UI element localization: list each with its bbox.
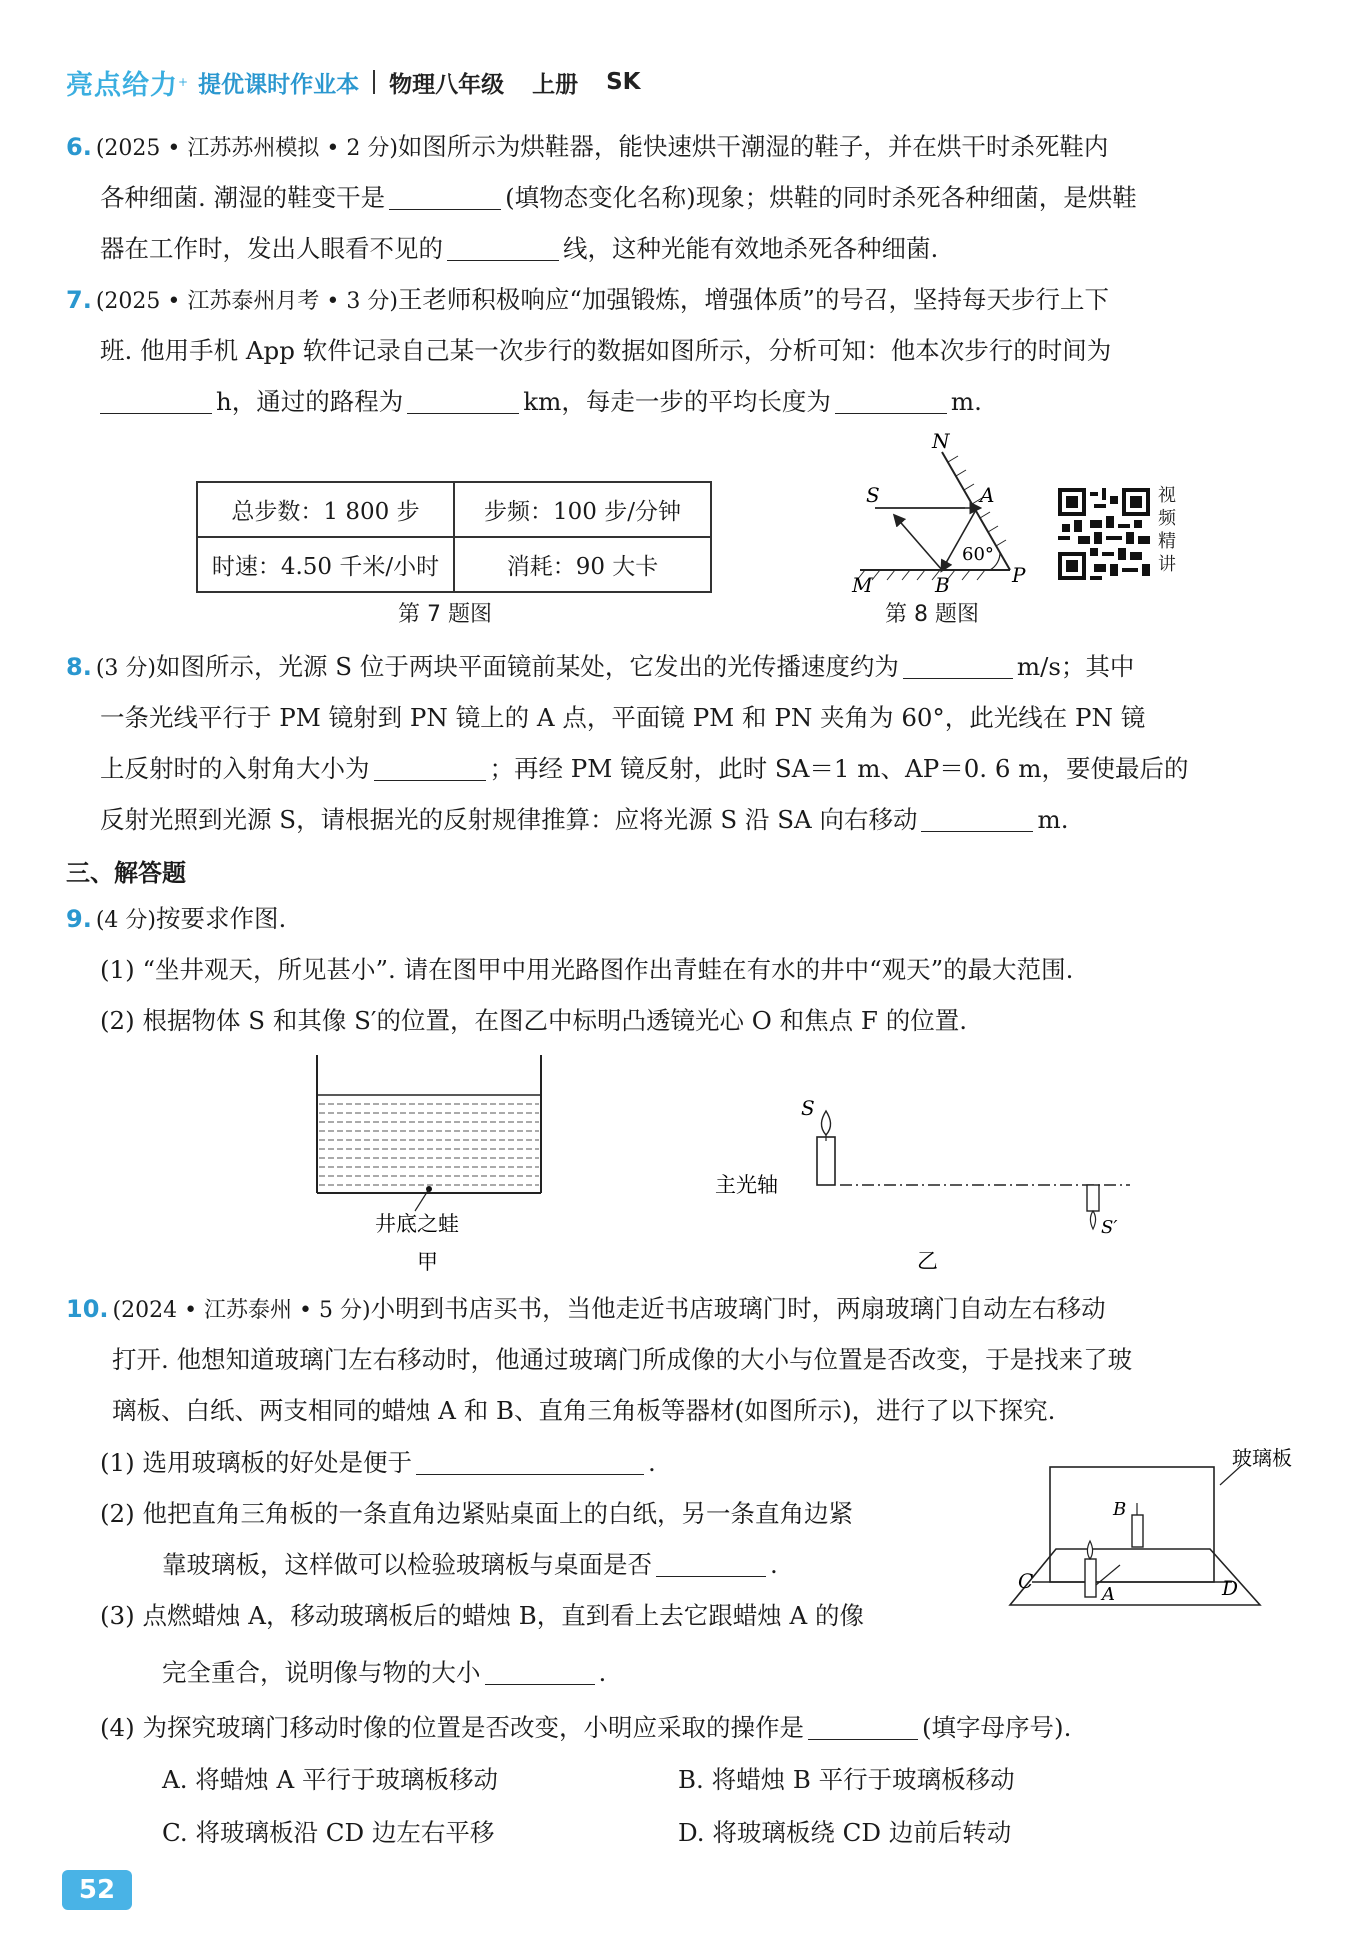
q8-text3a: 上反射时的入射角大小为	[100, 754, 370, 783]
q8-text1b: m/s；其中	[1016, 652, 1135, 681]
section-heading: 三、解答题	[66, 859, 186, 887]
q8-number: 8.	[66, 653, 92, 681]
edition-label: SK	[606, 69, 641, 95]
qr-caption-char: 频	[1158, 508, 1176, 529]
qr-caption-char: 精	[1158, 531, 1176, 552]
q10-part3b	[162, 1656, 606, 1690]
q6-text1: 如图所示为烘鞋器，能快速烘干潮湿的鞋子，并在烘干时杀死鞋内	[397, 132, 1109, 161]
q10-part2a: (2) 他把直角三角板的一条直角边紧贴桌面上的白纸，另一条直角边紧	[100, 1499, 853, 1528]
table-cell: 消耗：90 大卡	[454, 537, 711, 592]
q8-text1a: 如图所示，光源 S 位于两块平面镜前某处，它发出的光传播速度约为	[156, 652, 899, 681]
q9-part2: (2) 根据物体 S 和其像 S′的位置，在图乙中标明凸透镜光心 O 和焦点 F 的位置.	[100, 1006, 968, 1035]
q9-part1: (1) “坐井观天，所见甚小”. 请在图甲中用光路图作出青蛙在有水的井中“观天”的最大范围.	[100, 955, 1074, 984]
q7-line1	[66, 283, 1109, 319]
brand-logo: 亮点给力	[66, 69, 178, 101]
q8-source: (3 分)	[95, 656, 156, 681]
edge-d-label: D	[1222, 1576, 1239, 1600]
qr-code-icon[interactable]	[1058, 488, 1150, 580]
q10-glass-plate-diagram	[1010, 1446, 1310, 1625]
q10-option-b[interactable]: B. 将蜡烛 B 平行于玻璃板移动	[678, 1765, 1015, 1794]
q7-blank1[interactable]	[100, 387, 212, 414]
q10-line3: 璃板、白纸、两支相同的蜡烛 A 和 B、直角三角板等器材(如图所示)，进行了以下探究.	[112, 1396, 1056, 1425]
q10-blank3[interactable]	[485, 1658, 595, 1685]
q9-source: (4 分)	[95, 908, 156, 933]
q10-blank1[interactable]	[416, 1448, 644, 1475]
q8-line4	[100, 803, 1069, 837]
q7-number: 7.	[66, 286, 92, 314]
label-m: M	[852, 573, 873, 597]
q10-option-d[interactable]: D. 将玻璃板绕 CD 边前后转动	[678, 1818, 1012, 1847]
q6-text2b: (填物态变化名称)现象；烘鞋的同时杀死各种细菌，是烘鞋	[505, 183, 1137, 212]
well-caption: 甲	[417, 1250, 438, 1274]
q9-number: 9.	[66, 905, 92, 933]
page-number-badge: 52	[62, 1870, 132, 1910]
candle-b-label: B	[1113, 1499, 1127, 1520]
q9-well-diagram	[305, 1055, 565, 1285]
q6-text3a: 器在工作时，发出人眼看不见的	[100, 234, 443, 263]
q6-text3b: 线，这种光能有效地杀死各种细菌.	[563, 234, 939, 263]
q10-option-c[interactable]: C. 将玻璃板沿 CD 边左右平移	[162, 1818, 495, 1847]
q7-blank2[interactable]	[407, 387, 519, 414]
q6-line1	[66, 130, 1108, 166]
q10-part3-text: 完全重合，说明像与物的大小	[162, 1658, 481, 1687]
q6-source: (2025 • 江苏苏州模拟 • 2 分)	[95, 136, 398, 161]
q8-text4b: m.	[1037, 805, 1069, 834]
candle-a-label: A	[1102, 1584, 1115, 1605]
well-frog-label: 井底之蛙	[375, 1212, 459, 1236]
q10-part4-end: (填字母序号).	[922, 1713, 1072, 1742]
q10-blank4[interactable]	[808, 1713, 918, 1740]
q8-text3b: ；再经 PM 镜反射，此时 SA＝1 m、AP＝0. 6 m，要使最后的	[489, 754, 1189, 783]
label-a: A	[980, 483, 995, 507]
q10-part2-text: 靠玻璃板，这样做可以检验玻璃板与桌面是否	[162, 1550, 652, 1579]
q8-line1	[66, 650, 1134, 686]
qr-caption-char: 视	[1158, 485, 1176, 506]
q10-line1	[66, 1292, 1106, 1328]
q9-lens-diagram	[715, 1085, 1145, 1285]
object-s-label: S	[801, 1096, 815, 1120]
q9-line1	[66, 902, 286, 938]
q7-text3c: m.	[950, 387, 982, 416]
label-b: B	[935, 573, 950, 597]
axis-label: 主光轴	[715, 1173, 778, 1197]
q7-blank3[interactable]	[835, 387, 947, 414]
q8-blank3[interactable]	[921, 805, 1033, 832]
q7-line3	[100, 385, 982, 419]
q8-blank1[interactable]	[903, 652, 1013, 679]
table-cell: 步频：100 步/分钟	[454, 482, 711, 537]
q6-number: 6.	[66, 133, 92, 161]
volume-label: 上册	[532, 71, 579, 98]
q10-part3a: (3) 点燃蜡烛 A，移动玻璃板后的蜡烛 B，直到看上去它跟蜡烛 A 的像	[100, 1601, 865, 1630]
edge-c-label: C	[1018, 1569, 1034, 1593]
q10-part1	[100, 1446, 656, 1480]
q10-blank2[interactable]	[656, 1550, 766, 1577]
glass-plate-label: 玻璃板	[1232, 1446, 1292, 1470]
q8-mirror-diagram	[840, 430, 1040, 595]
q10-option-a[interactable]: A. 将蜡烛 A 平行于玻璃板移动	[162, 1765, 499, 1794]
q7-text1: 王老师积极响应“加强锻炼，增强体质”的号召，坚持每天步行上下	[397, 285, 1109, 314]
q10-number: 10.	[66, 1295, 109, 1323]
q6-blank2[interactable]	[447, 234, 559, 261]
q7-line2	[100, 334, 1111, 368]
q7-source: (2025 • 江苏泰州月考 • 3 分)	[95, 289, 398, 314]
q9-intro: 按要求作图.	[156, 904, 287, 933]
label-p: P	[1012, 563, 1026, 587]
q10-part1-text: (1) 选用玻璃板的好处是便于	[100, 1448, 412, 1477]
table-row	[197, 537, 711, 592]
q8-line2	[100, 701, 1145, 735]
q7-text3b: km，每走一步的平均长度为	[523, 387, 831, 416]
q8-line3	[100, 752, 1188, 786]
qr-caption	[1156, 484, 1178, 576]
q10-line2: 打开. 他想知道玻璃门左右移动时，他通过玻璃门所成像的大小与位置是否改变，于是找来了玻	[112, 1345, 1133, 1374]
table-row	[197, 482, 711, 537]
q8-text4a: 反射光照到光源 S，请根据光的反射规律推算：应将光源 S 沿 SA 向右移动	[100, 805, 918, 834]
q8-text2: 一条光线平行于 PM 镜射到 PN 镜上的 A 点，平面镜 PM 和 PN 夹角为 60°，此光线在 PN 镜	[100, 703, 1146, 732]
q10-part4	[100, 1711, 1071, 1745]
label-s: S	[866, 483, 880, 507]
brand-mark: +	[178, 75, 189, 89]
q10-part1-end: .	[648, 1448, 656, 1477]
label-angle: 60°	[962, 544, 994, 565]
page-header	[66, 62, 668, 102]
q8-blank2[interactable]	[374, 754, 486, 781]
subject-label: 物理八年级	[389, 71, 505, 98]
image-s-label: S′	[1101, 1217, 1118, 1238]
q6-line3	[100, 232, 938, 266]
lens-caption: 乙	[917, 1249, 938, 1273]
q7-step-data-table	[196, 481, 712, 593]
q10-part2b	[162, 1548, 778, 1582]
label-n: N	[932, 429, 950, 453]
q10-text1: 小明到书店买书，当他走近书店玻璃门时，两扇玻璃门自动左右移动	[370, 1294, 1106, 1323]
q8-figure-caption: 第 8 题图	[885, 602, 979, 627]
q6-line2	[100, 181, 1137, 215]
q7-figure-caption: 第 7 题图	[398, 602, 492, 627]
q6-blank1[interactable]	[389, 183, 501, 210]
q7-text3a: h，通过的路程为	[216, 387, 404, 416]
series-title: 提优课时作业本	[198, 71, 360, 98]
q10-part2-end: .	[770, 1550, 778, 1579]
q7-text2: 班. 他用手机 App 软件记录自己某一次步行的数据如图所示，分析可知：他本次步行的时间为	[100, 336, 1112, 365]
qr-caption-char: 讲	[1158, 554, 1176, 575]
q10-source: (2024 • 江苏泰州 • 5 分)	[112, 1298, 371, 1323]
table-cell: 总步数：1 800 步	[197, 482, 454, 537]
table-cell: 时速：4.50 千米/小时	[197, 537, 454, 592]
q10-part3-end: .	[598, 1658, 607, 1687]
q10-part4-text: (4) 为探究玻璃门移动时像的位置是否改变，小明应采取的操作是	[100, 1713, 804, 1742]
q6-text2a: 各种细菌. 潮湿的鞋变干是	[100, 183, 386, 212]
header-divider	[373, 70, 375, 94]
